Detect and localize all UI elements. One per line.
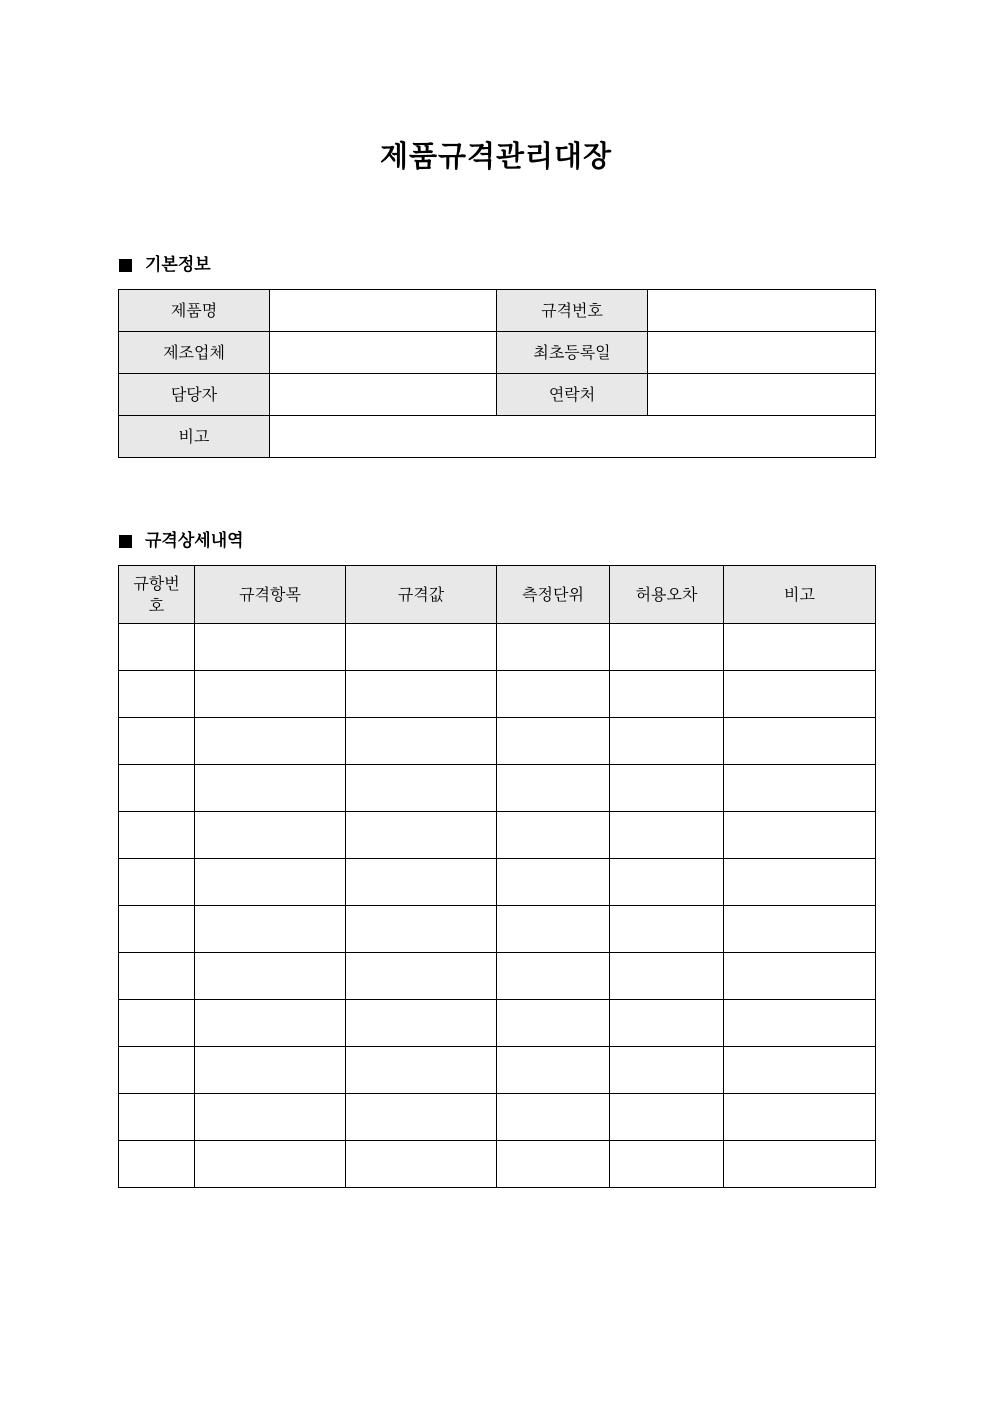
- remarks-cell[interactable]: [724, 671, 876, 718]
- spec-value-cell[interactable]: [346, 1047, 497, 1094]
- unit-cell[interactable]: [497, 953, 610, 1000]
- manager-label: 담당자: [119, 374, 270, 416]
- spec-value-cell[interactable]: [346, 953, 497, 1000]
- unit-cell[interactable]: [497, 1094, 610, 1141]
- column-header-unit: 측정단위: [497, 566, 610, 624]
- spec-item-cell[interactable]: [195, 859, 346, 906]
- spec-value-cell[interactable]: [346, 1094, 497, 1141]
- remarks-cell[interactable]: [724, 1141, 876, 1188]
- spec-item-cell[interactable]: [195, 765, 346, 812]
- spec-value-cell[interactable]: [346, 859, 497, 906]
- spec-value-cell[interactable]: [346, 906, 497, 953]
- spec-table-body: [119, 624, 876, 1188]
- remarks-cell[interactable]: [724, 953, 876, 1000]
- basic-info-heading: [119, 254, 211, 276]
- tolerance-cell[interactable]: [610, 812, 724, 859]
- basic-info-row: [119, 374, 876, 416]
- square-bullet-icon: [119, 535, 132, 548]
- remarks-cell[interactable]: [724, 1000, 876, 1047]
- remarks-cell[interactable]: [724, 906, 876, 953]
- table-row: [119, 812, 876, 859]
- spec-item-cell[interactable]: [195, 624, 346, 671]
- spec-no-cell[interactable]: [119, 1000, 195, 1047]
- tolerance-cell[interactable]: [610, 1141, 724, 1188]
- contact-label: 연락처: [497, 374, 648, 416]
- spec-item-cell[interactable]: [195, 1094, 346, 1141]
- unit-cell[interactable]: [497, 718, 610, 765]
- spec-value-cell[interactable]: [346, 812, 497, 859]
- spec-item-cell[interactable]: [195, 718, 346, 765]
- basic-info-table: [118, 289, 876, 458]
- tolerance-cell[interactable]: [610, 1000, 724, 1047]
- table-row: [119, 671, 876, 718]
- spec-item-cell[interactable]: [195, 1141, 346, 1188]
- unit-cell[interactable]: [497, 1000, 610, 1047]
- spec-number-label: 규격번호: [497, 290, 648, 332]
- spec-no-cell[interactable]: [119, 1047, 195, 1094]
- spec-no-cell[interactable]: [119, 906, 195, 953]
- tolerance-cell[interactable]: [610, 624, 724, 671]
- remarks-cell[interactable]: [724, 624, 876, 671]
- spec-item-cell[interactable]: [195, 906, 346, 953]
- spec-no-cell[interactable]: [119, 765, 195, 812]
- spec-no-cell[interactable]: [119, 624, 195, 671]
- table-row: [119, 765, 876, 812]
- column-header-remarks: 비고: [724, 566, 876, 624]
- spec-no-cell[interactable]: [119, 953, 195, 1000]
- spec-value-cell[interactable]: [346, 1000, 497, 1047]
- spec-no-cell[interactable]: [119, 812, 195, 859]
- contact-field[interactable]: [648, 374, 876, 416]
- remarks-cell[interactable]: [724, 1094, 876, 1141]
- manufacturer-field[interactable]: [270, 332, 497, 374]
- product-name-field[interactable]: [270, 290, 497, 332]
- spec-value-cell[interactable]: [346, 1141, 497, 1188]
- table-row: [119, 859, 876, 906]
- basic-info-row: [119, 416, 876, 458]
- column-header-spec-no: 규항번호: [119, 566, 195, 624]
- spec-details-heading: [119, 530, 244, 552]
- spec-item-cell[interactable]: [195, 812, 346, 859]
- table-row: [119, 718, 876, 765]
- page-title: 제품규격관리대장: [379, 139, 613, 173]
- tolerance-cell[interactable]: [610, 671, 724, 718]
- first-registered-label: 최초등록일: [497, 332, 648, 374]
- table-row: [119, 624, 876, 671]
- spec-details-heading-text: 규격상세내역: [145, 531, 244, 551]
- table-row: [119, 1141, 876, 1188]
- remarks-cell[interactable]: [724, 812, 876, 859]
- spec-item-cell[interactable]: [195, 1047, 346, 1094]
- first-registered-field[interactable]: [648, 332, 876, 374]
- basic-info-row: [119, 332, 876, 374]
- spec-item-cell[interactable]: [195, 671, 346, 718]
- column-header-tolerance: 허용오차: [610, 566, 724, 624]
- unit-cell[interactable]: [497, 906, 610, 953]
- column-header-spec-item: 규격항목: [195, 566, 346, 624]
- spec-value-cell[interactable]: [346, 718, 497, 765]
- remarks-label: 비고: [119, 416, 270, 458]
- remarks-field[interactable]: [270, 416, 876, 458]
- unit-cell[interactable]: [497, 859, 610, 906]
- unit-cell[interactable]: [497, 812, 610, 859]
- table-row: [119, 1000, 876, 1047]
- product-name-label: 제품명: [119, 290, 270, 332]
- spec-details-table: [118, 565, 876, 1188]
- spec-value-cell[interactable]: [346, 671, 497, 718]
- remarks-cell[interactable]: [724, 859, 876, 906]
- tolerance-cell[interactable]: [610, 859, 724, 906]
- unit-cell[interactable]: [497, 624, 610, 671]
- table-row: [119, 953, 876, 1000]
- spec-no-cell[interactable]: [119, 1141, 195, 1188]
- unit-cell[interactable]: [497, 1047, 610, 1094]
- tolerance-cell[interactable]: [610, 953, 724, 1000]
- unit-cell[interactable]: [497, 1141, 610, 1188]
- spec-item-cell[interactable]: [195, 953, 346, 1000]
- remarks-cell[interactable]: [724, 718, 876, 765]
- column-header-spec-value: 규격값: [346, 566, 497, 624]
- manager-field[interactable]: [270, 374, 497, 416]
- tolerance-cell[interactable]: [610, 765, 724, 812]
- tolerance-cell[interactable]: [610, 906, 724, 953]
- spec-no-cell[interactable]: [119, 859, 195, 906]
- remarks-cell[interactable]: [724, 1047, 876, 1094]
- spec-no-cell[interactable]: [119, 718, 195, 765]
- table-row: [119, 1047, 876, 1094]
- table-row: [119, 1094, 876, 1141]
- spec-no-cell[interactable]: [119, 671, 195, 718]
- unit-cell[interactable]: [497, 671, 610, 718]
- spec-value-cell[interactable]: [346, 765, 497, 812]
- tolerance-cell[interactable]: [610, 1094, 724, 1141]
- square-bullet-icon: [119, 259, 132, 272]
- tolerance-cell[interactable]: [610, 1047, 724, 1094]
- basic-info-row: [119, 290, 876, 332]
- manufacturer-label: 제조업체: [119, 332, 270, 374]
- remarks-cell[interactable]: [724, 765, 876, 812]
- spec-item-cell[interactable]: [195, 1000, 346, 1047]
- spec-value-cell[interactable]: [346, 624, 497, 671]
- spec-number-field[interactable]: [648, 290, 876, 332]
- basic-info-heading-text: 기본정보: [145, 255, 211, 275]
- tolerance-cell[interactable]: [610, 718, 724, 765]
- table-row: [119, 906, 876, 953]
- unit-cell[interactable]: [497, 765, 610, 812]
- spec-no-cell[interactable]: [119, 1094, 195, 1141]
- spec-header-row: [119, 566, 876, 624]
